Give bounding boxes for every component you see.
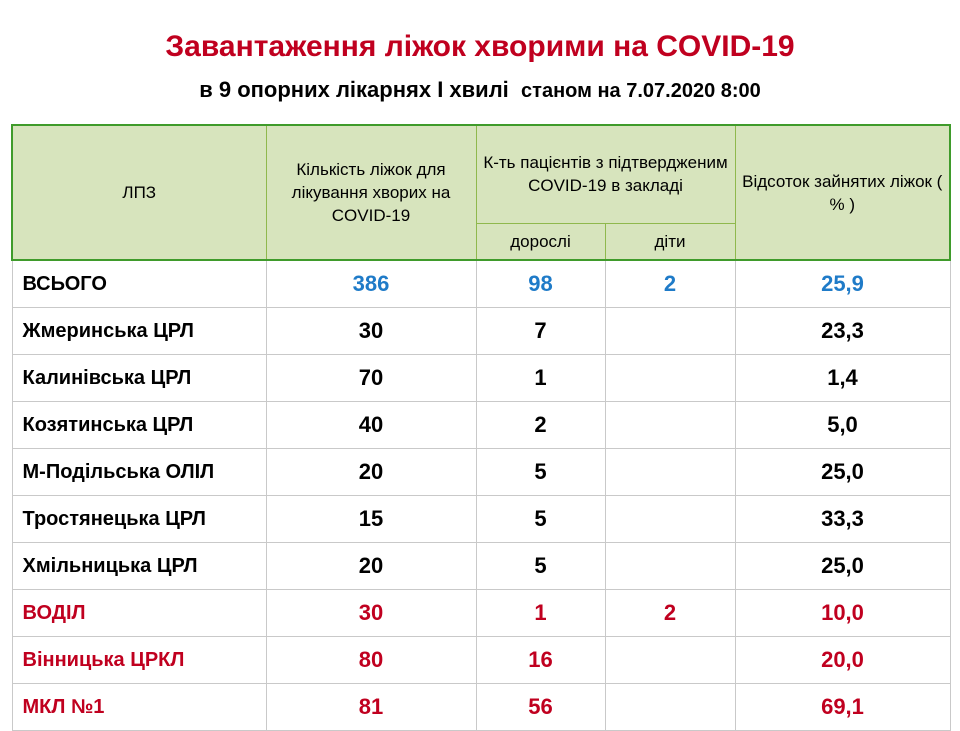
row-beds: 386 bbox=[266, 260, 476, 308]
row-beds: 20 bbox=[266, 543, 476, 590]
row-percent: 25,9 bbox=[735, 260, 950, 308]
row-beds: 80 bbox=[266, 637, 476, 684]
bed-occupancy-table bbox=[11, 124, 951, 731]
table-row bbox=[12, 402, 950, 449]
row-adults: 5 bbox=[476, 449, 605, 496]
row-percent: 25,0 bbox=[735, 449, 950, 496]
row-name: ВСЬОГО bbox=[12, 260, 266, 308]
table-row bbox=[12, 590, 950, 637]
row-name: М-Подільська ОЛІЛ bbox=[12, 449, 266, 496]
row-adults: 1 bbox=[476, 590, 605, 637]
row-adults: 5 bbox=[476, 496, 605, 543]
row-children bbox=[605, 543, 735, 590]
table-row bbox=[12, 355, 950, 402]
row-beds: 30 bbox=[266, 590, 476, 637]
row-beds: 20 bbox=[266, 449, 476, 496]
header-children: діти bbox=[605, 223, 735, 260]
row-adults: 1 bbox=[476, 355, 605, 402]
header-lpz: ЛПЗ bbox=[12, 125, 266, 260]
row-children bbox=[605, 449, 735, 496]
row-name: Калинівська ЦРЛ bbox=[12, 355, 266, 402]
row-percent: 5,0 bbox=[735, 402, 950, 449]
row-name: Козятинська ЦРЛ bbox=[12, 402, 266, 449]
row-adults: 2 bbox=[476, 402, 605, 449]
row-name: МКЛ №1 bbox=[12, 684, 266, 731]
row-percent: 25,0 bbox=[735, 543, 950, 590]
row-percent: 33,3 bbox=[735, 496, 950, 543]
row-children bbox=[605, 637, 735, 684]
row-percent: 1,4 bbox=[735, 355, 950, 402]
table-row bbox=[12, 684, 950, 731]
row-percent: 23,3 bbox=[735, 308, 950, 355]
row-children bbox=[605, 355, 735, 402]
header-beds: Кількість ліжок для лікування хворих на COVID-19 bbox=[266, 125, 476, 260]
row-name: Хмільницька ЦРЛ bbox=[12, 543, 266, 590]
row-percent: 10,0 bbox=[735, 590, 950, 637]
header-percent: Відсоток зайнятих ліжок ( % ) bbox=[735, 125, 950, 260]
header-patients: К-ть пацієнтів з підтвердженим COVID-19 в закладі bbox=[476, 125, 735, 223]
row-name: Тростянецька ЦРЛ bbox=[12, 496, 266, 543]
row-beds: 40 bbox=[266, 402, 476, 449]
row-beds: 70 bbox=[266, 355, 476, 402]
row-adults: 5 bbox=[476, 543, 605, 590]
row-percent: 20,0 bbox=[735, 637, 950, 684]
row-name: ВОДІЛ bbox=[12, 590, 266, 637]
row-children bbox=[605, 308, 735, 355]
row-children bbox=[605, 684, 735, 731]
row-beds: 15 bbox=[266, 496, 476, 543]
row-name: Вінницька ЦРКЛ bbox=[12, 637, 266, 684]
slide-title: Завантаження ліжок хворими на COVID-19 bbox=[165, 30, 795, 63]
row-children bbox=[605, 402, 735, 449]
row-children bbox=[605, 496, 735, 543]
subtitle-as-of: станом на 7.07.2020 8:00 bbox=[521, 80, 761, 102]
table-row bbox=[12, 496, 950, 543]
row-children: 2 bbox=[605, 260, 735, 308]
row-beds: 81 bbox=[266, 684, 476, 731]
row-adults: 16 bbox=[476, 637, 605, 684]
row-adults: 7 bbox=[476, 308, 605, 355]
table-row bbox=[12, 449, 950, 496]
table-row bbox=[12, 543, 950, 590]
row-name: Жмеринська ЦРЛ bbox=[12, 308, 266, 355]
row-adults: 98 bbox=[476, 260, 605, 308]
table-row bbox=[12, 308, 950, 355]
row-beds: 30 bbox=[266, 308, 476, 355]
subtitle-main: в 9 опорних лікарнях І хвилі bbox=[199, 77, 509, 102]
header-adults: дорослі bbox=[476, 223, 605, 260]
row-adults: 56 bbox=[476, 684, 605, 731]
row-percent: 69,1 bbox=[735, 684, 950, 731]
slide-subtitle bbox=[0, 77, 960, 104]
table-row-total bbox=[12, 260, 950, 308]
table-row bbox=[12, 637, 950, 684]
row-children: 2 bbox=[605, 590, 735, 637]
